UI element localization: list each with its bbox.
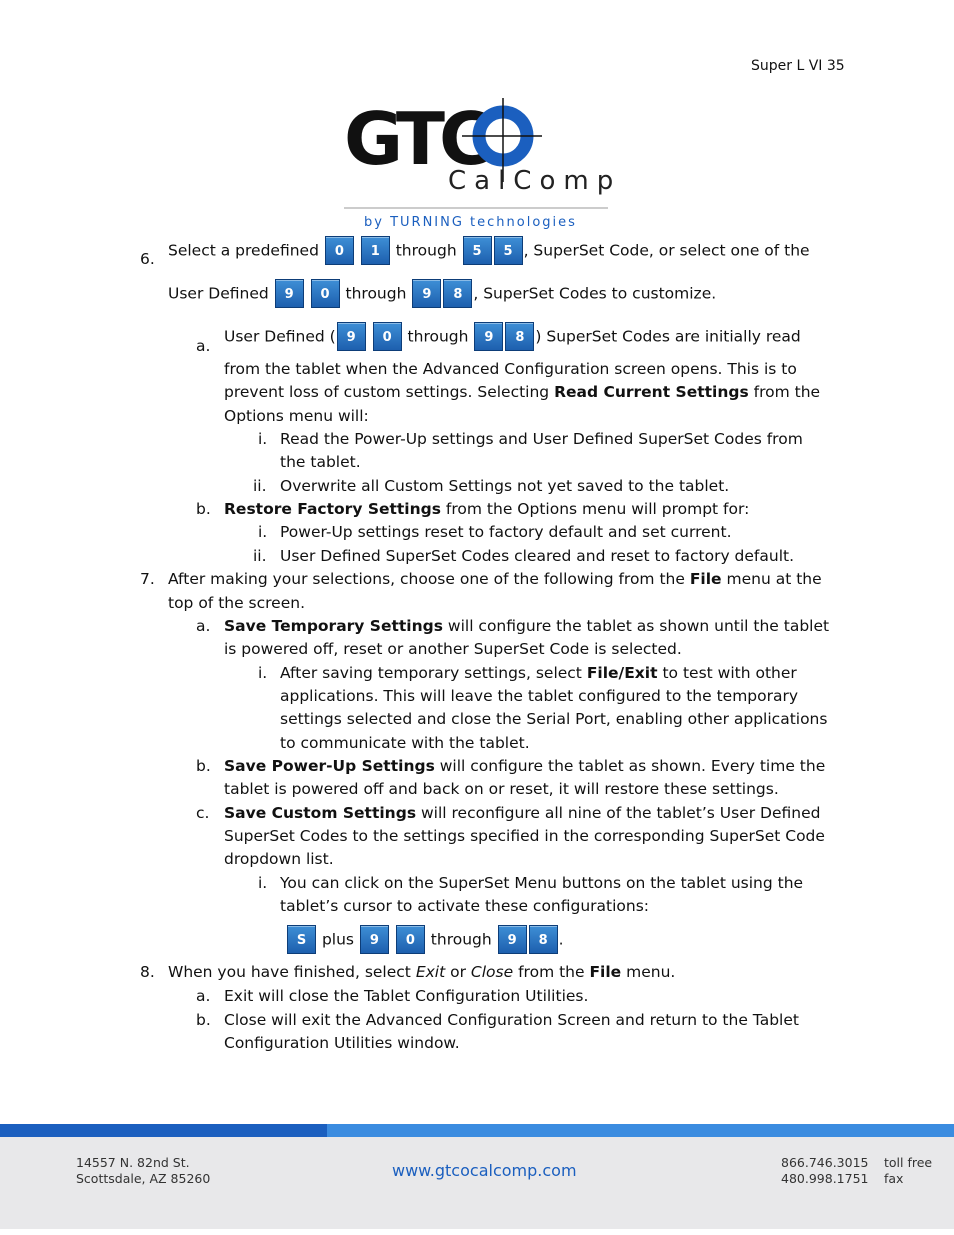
svg-text:CalComp: CalComp — [448, 166, 615, 196]
footer-phone-labels: toll free fax — [884, 1155, 933, 1186]
key-1-icon: 1 — [361, 236, 390, 265]
footer-bar-dark — [0, 1124, 327, 1137]
key-0-icon: 0 — [396, 925, 425, 954]
key-9-icon: 9 — [275, 279, 304, 308]
key-9-icon: 9 — [498, 925, 527, 954]
key-9-icon: 9 — [337, 322, 366, 351]
svg-text:by TURNING technologies: by TURNING technologies — [364, 215, 577, 230]
svg-text:GTC: GTC — [344, 97, 486, 181]
key-8-icon: 8 — [529, 925, 558, 954]
key-s-icon: S — [287, 925, 316, 954]
item-6-line-2: User Defined 9 0 through 9 8 , SuperSet Codes to customize. — [168, 279, 716, 308]
item-6-line-1: Select a predefined 0 1 through 5 5 , SuperSet Code, or select one of the — [168, 236, 810, 265]
key-8-icon: 8 — [443, 279, 472, 308]
superset-key-combo: S plus 9 0 through 9 8 . — [286, 925, 564, 954]
footer-address: 14557 N. 82nd St. Scottsdale, AZ 85260 — [76, 1155, 211, 1186]
key-9-icon: 9 — [360, 925, 389, 954]
footer-website-link[interactable]: www.gtcocalcomp.com — [392, 1161, 577, 1180]
key-0-icon: 0 — [325, 236, 354, 265]
footer-bar-light — [327, 1124, 954, 1137]
key-5-icon: 5 — [494, 236, 523, 265]
item-6a-line-1: User Defined ( 9 0 through 9 8 ) SuperSet Codes are initially read — [224, 322, 801, 351]
key-0-icon: 0 — [311, 279, 340, 308]
gtco-calcomp-logo — [340, 96, 615, 234]
footer-phones: 866.746.3015 480.998.1751 — [781, 1155, 869, 1186]
key-5-icon: 5 — [463, 236, 492, 265]
key-8-icon: 8 — [505, 322, 534, 351]
page-number: Super L VI 35 — [751, 58, 845, 74]
key-0-icon: 0 — [373, 322, 402, 351]
key-9-icon: 9 — [474, 322, 503, 351]
item-6-number: 6. — [140, 250, 155, 268]
key-9-icon: 9 — [412, 279, 441, 308]
